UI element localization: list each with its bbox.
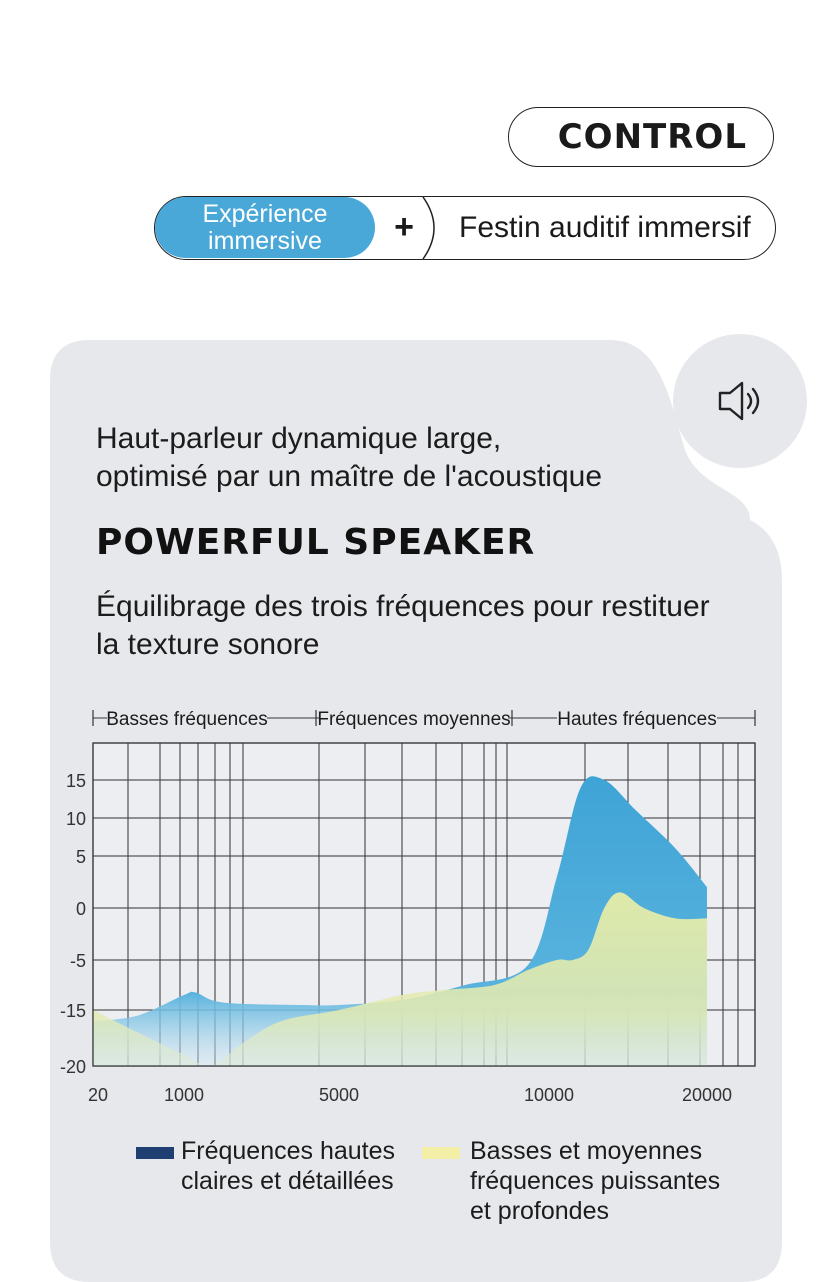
legend-high-line-1: Fréquences hautes — [181, 1137, 396, 1165]
speaker-heading: POWERFUL SPEAKER — [96, 522, 536, 563]
badge-line-2: immersive — [208, 226, 322, 255]
x-tick-label: 20 — [87, 1085, 109, 1105]
brand-label: CONTROL — [557, 117, 747, 157]
y-tick-label: -15 — [59, 1001, 86, 1021]
legend-bass-mid-frequencies — [470, 1136, 720, 1226]
legend-high-line-2: claires et détaillées — [181, 1167, 394, 1195]
auditory-feast-label: Festin auditif immersif — [459, 211, 751, 244]
y-tick-label: 0 — [75, 899, 86, 919]
desc-line-2: la texture sonore — [96, 628, 320, 661]
legend-bass-line-2: fréquences puissantes — [470, 1167, 721, 1195]
legend-swatch-high — [136, 1147, 174, 1159]
desc-line-1: Équilibrage des trois fréquences pour restituer — [96, 590, 710, 623]
x-tick-label: 20000 — [681, 1085, 733, 1105]
y-tick-label: -5 — [69, 951, 86, 971]
y-tick-label: 10 — [65, 809, 86, 829]
legend-swatch-bass — [422, 1147, 460, 1159]
legend-bass-line-3: et profondes — [470, 1197, 609, 1225]
y-axis — [60, 771, 86, 1077]
x-tick-label: 1000 — [163, 1085, 205, 1105]
x-tick-label: 10000 — [523, 1085, 575, 1105]
badge-line-1: Expérience — [202, 199, 328, 228]
frequency-band-bar — [93, 706, 755, 730]
subtitle-line-1: Haut-parleur dynamique large, — [96, 422, 502, 455]
x-tick-label: 5000 — [318, 1085, 360, 1105]
band-label: Basses fréquences — [106, 709, 268, 730]
y-tick-label: 5 — [75, 847, 86, 867]
band-label: Hautes fréquences — [557, 709, 717, 730]
subtitle-line-2: optimisé par un maître de l'acoustique — [96, 460, 603, 493]
x-axis — [88, 1085, 732, 1105]
y-tick-label: -20 — [59, 1057, 86, 1077]
legend-high-frequencies — [181, 1136, 395, 1196]
band-label: Fréquences moyennes — [317, 709, 511, 730]
y-tick-label: 15 — [65, 771, 86, 791]
legend-bass-line-1: Basses et moyennes — [470, 1137, 703, 1165]
plus-sign: + — [394, 208, 414, 246]
